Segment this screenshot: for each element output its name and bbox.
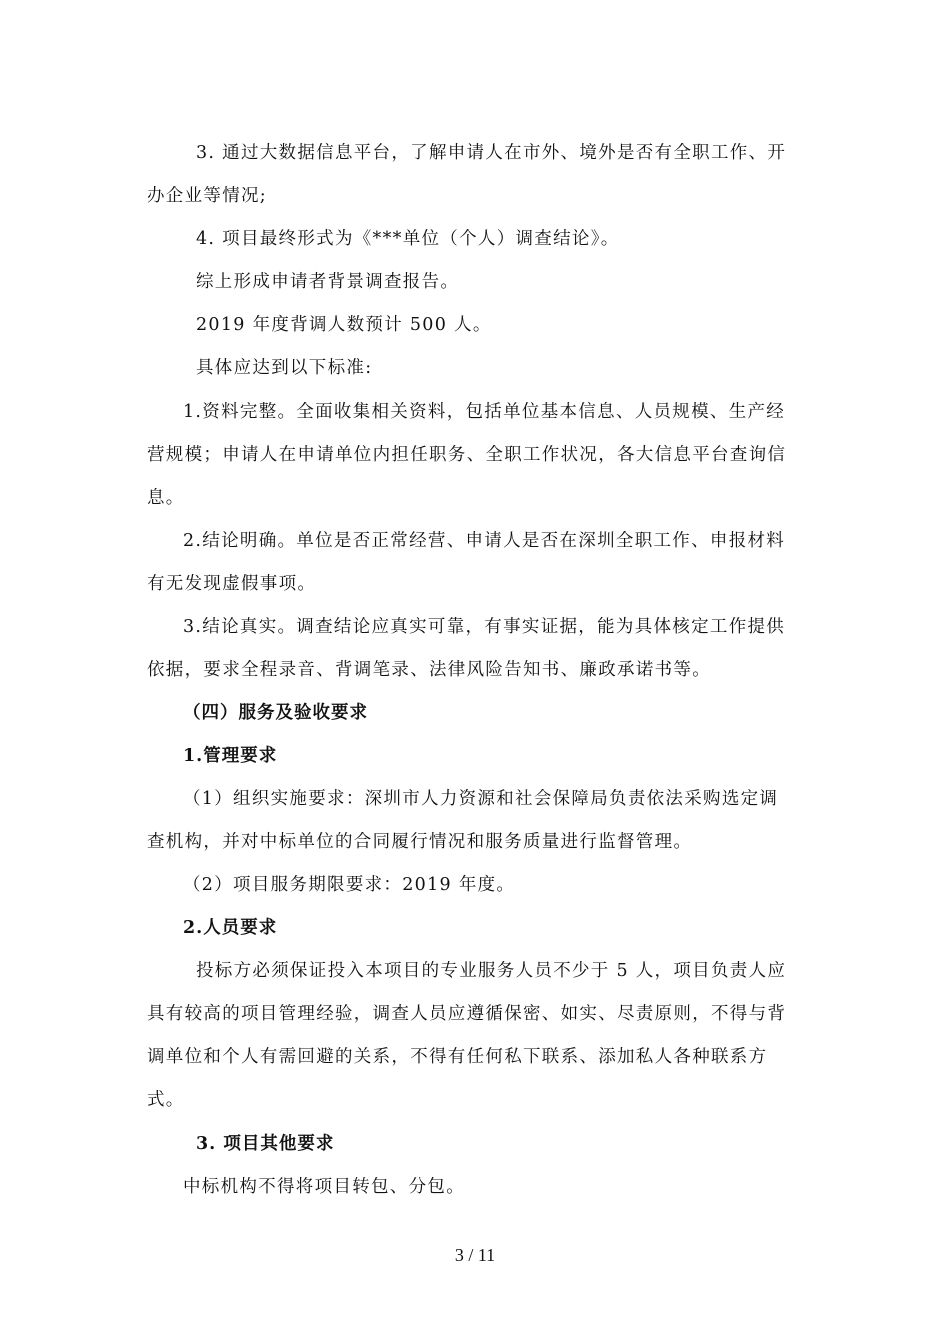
- paragraph-line: 3.结论真实。调查结论应真实可靠，有事实证据，能为具体核定工作提供: [183, 617, 786, 637]
- section-heading: （四）服务及验收要求: [183, 703, 368, 723]
- subsection-heading: 2.人员要求: [183, 918, 278, 938]
- paragraph-line: 营规模；申请人在申请单位内担任职务、全职工作状况，各大信息平台查询信: [147, 445, 787, 465]
- paragraph-line: （2）项目服务期限要求：2019 年度。: [183, 875, 516, 895]
- paragraph-line: 息。: [147, 488, 185, 508]
- paragraph-line: 有无发现虚假事项。: [147, 574, 317, 594]
- paragraph-line: 综上形成申请者背景调查报告。: [196, 272, 460, 292]
- paragraph-line: 3. 通过大数据信息平台，了解申请人在市外、境外是否有全职工作、开: [196, 143, 787, 163]
- paragraph-line: 投标方必须保证投入本项目的专业服务人员不少于 5 人，项目负责人应: [196, 961, 787, 981]
- paragraph-line: 查机构，并对中标单位的合同履行情况和服务质量进行监督管理。: [147, 832, 693, 852]
- subsection-heading: 1.管理要求: [183, 746, 278, 766]
- paragraph-line: （1）组织实施要求：深圳市人力资源和社会保障局负责依法采购选定调: [183, 789, 779, 809]
- paragraph-line: 2019 年度背调人数预计 500 人。: [196, 315, 492, 335]
- paragraph-line: 具有较高的项目管理经验，调查人员应遵循保密、如实、尽责原则，不得与背: [147, 1004, 787, 1024]
- paragraph-line: 具体应达到以下标准:: [196, 358, 373, 378]
- page-number: 3 / 11: [454, 1245, 496, 1265]
- paragraph-line: 2.结论明确。单位是否正常经营、申请人是否在深圳全职工作、申报材料: [183, 531, 786, 551]
- paragraph-line: 办企业等情况;: [147, 186, 267, 206]
- paragraph-line: 式。: [147, 1090, 185, 1110]
- subsection-heading: 3. 项目其他要求: [196, 1134, 335, 1154]
- paragraph-line: 中标机构不得将项目转包、分包。: [183, 1177, 465, 1197]
- paragraph-line: 4. 项目最终形式为《***单位（个人）调查结论》。: [196, 229, 620, 249]
- paragraph-line: 调单位和个人有需回避的关系，不得有任何私下联系、添加私人各种联系方: [147, 1047, 768, 1067]
- paragraph-line: 1.资料完整。全面收集相关资料，包括单位基本信息、人员规模、生产经: [183, 402, 786, 422]
- paragraph-line: 依据，要求全程录音、背调笔录、法律风险告知书、廉政承诺书等。: [147, 660, 711, 680]
